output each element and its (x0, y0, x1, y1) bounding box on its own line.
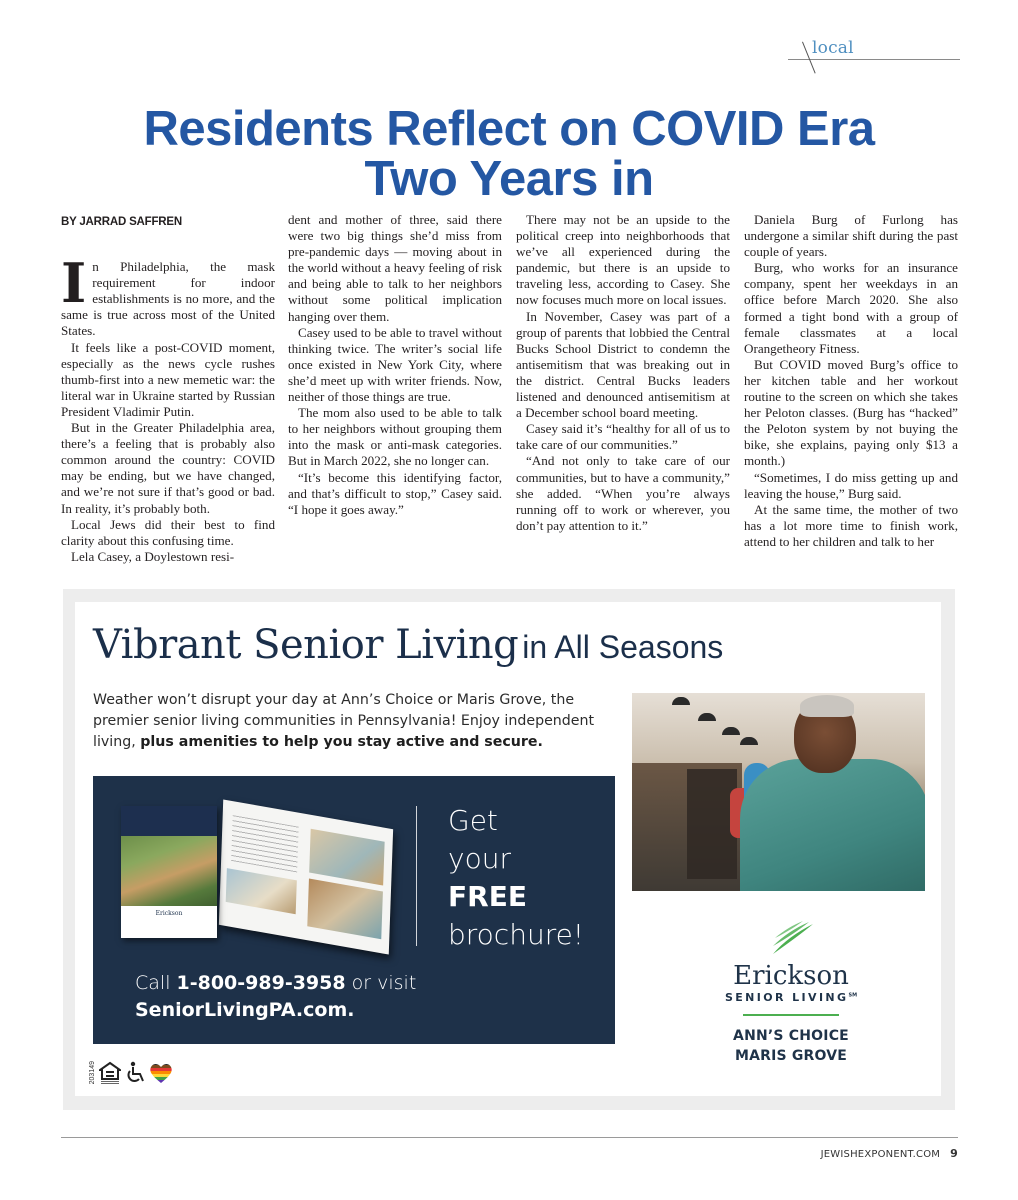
pendant-lamp (722, 727, 740, 735)
call-prefix: Call (135, 972, 177, 994)
brochure-text-lines (231, 815, 299, 872)
paragraph: In November, Casey was part of a group of parents that lobbied the Central Bucks School District to condemn the antisemitism that was breaking out in the district. Central Bucks leaders listened and denounced antisemitism at a December school board meeting. (516, 308, 730, 421)
phone-number[interactable]: 1-800-989-3958 (176, 972, 346, 994)
ad-photo-smiling-resident (632, 693, 925, 891)
paragraph: “It’s become this identifying factor, and that’s difficult to stop,” Casey said. “I hope it goes away.” (288, 469, 502, 517)
paragraph: Local Jews did their best to find clarity about this confusing time. (61, 516, 275, 548)
pride-heart-icon (149, 1062, 173, 1084)
ad-body-regular: Weather won’t disrupt your day at Ann’s Choice or Maris Grove, the premier senior living communities in Pennsylvania! Enjoy independent living, (93, 692, 595, 750)
article-column-2 (288, 212, 502, 518)
section-label: local (812, 38, 854, 58)
section-rule (788, 59, 960, 60)
brand-subtitle-text: SENIOR LIVING (724, 991, 849, 1004)
ad-body-text (93, 690, 623, 753)
community-name: ANN’S CHOICE (733, 1028, 849, 1044)
cta-line: brochure! (448, 918, 585, 951)
article-column-3 (516, 212, 730, 534)
byline: BY JARRAD SAFFREN (61, 216, 182, 228)
community-name: MARIS GROVE (734, 1048, 848, 1064)
pendant-lamp (698, 713, 716, 721)
paragraph: But in the Greater Philadelphia area, there’s a feeling that is probably also common around the country: COVID may be ending, but we have changed, and we’re not sure if that’s good or bad. In reality, it’s probably both. (61, 420, 275, 516)
brochure-image (121, 802, 401, 952)
paragraph: Burg, who works for an insurance company, spent her weekdays in an office before March 2020. She also formed a tight bond with a group of female classmates at a local Orangetheory Fitness. (744, 260, 958, 356)
ad-title-main: Vibrant Senior Living (93, 622, 519, 668)
paragraph: Daniela Burg of Furlong has undergone a similar shift during the past couple of years. (744, 212, 958, 260)
ad-code: 203149 (89, 1061, 96, 1085)
pendant-lamp (672, 697, 690, 705)
brochure-cover-photo (121, 836, 217, 906)
brand-name: Erickson (733, 961, 849, 991)
paragraph-text: n Philadelphia, the mask requirement for indoor establishments is no more, and the same is true across most of the United States. (61, 259, 275, 339)
footer-site: JEWISHEXPONENT.COM (820, 1149, 941, 1160)
promo-divider (416, 806, 417, 946)
paragraph: But COVID moved Burg’s office to her kitchen table and her workout routine to the screen on which she takes her Peloton classes. (Burg has “hacked” the Peloton system by not buying the bike, she explains, paying only $13 a month.) (744, 356, 958, 469)
paragraph: “Sometimes, I do miss getting up and leaving the house,” Burg said. (744, 469, 958, 501)
contact-info (135, 970, 416, 1024)
cta-line: Get (448, 804, 498, 837)
brochure-promo-box[interactable] (93, 776, 615, 1044)
call-suffix: or visit (345, 972, 417, 994)
website-link[interactable]: SeniorLivingPA.com. (135, 999, 355, 1021)
brochure-spread (219, 799, 393, 954)
photo-man-shirt (740, 759, 925, 891)
free-brochure-cta (448, 802, 584, 954)
paragraph: Lela Casey, a Doylestown resi- (71, 548, 235, 564)
paragraph: There may not be an upside to the political creep into neighborhoods that we’ve all experienced during the pandemic, but there is an upside to traveling less, according to Casey. She now focuses much more on local issues. (516, 212, 730, 308)
article-body (61, 212, 958, 562)
brand-divider (743, 1014, 839, 1016)
brochure-photo (309, 829, 384, 886)
page-footer (821, 1147, 958, 1160)
footer-rule (61, 1137, 958, 1138)
pendant-lamp (740, 737, 758, 745)
ad-title (93, 622, 723, 668)
brochure-cover-logo: Erickson (155, 910, 183, 917)
erickson-logo (691, 920, 891, 1066)
brand-subtitle (691, 991, 891, 1004)
wheelchair-accessible-icon (124, 1061, 146, 1085)
headline-line-1: Residents Reflect on COVID Era (143, 102, 875, 156)
equal-housing-opportunity-icon (99, 1061, 121, 1085)
ad-body-bold: plus amenities to help you stay active and secure. (140, 734, 543, 750)
paragraph: Casey said it’s “healthy for all of us to take care of our communities.” (516, 421, 730, 453)
article-column-1 (61, 212, 275, 565)
ad-panel (75, 602, 941, 1096)
brochure-cover (121, 806, 217, 938)
paragraph: “And not only to take care of our communities, but to have a community,” she added. “When you’re always running off to work or wherever, you don’t pay attention to it.” (516, 453, 730, 533)
service-mark: SM (848, 992, 858, 999)
advertisement (63, 589, 955, 1110)
brochure-photo (307, 879, 383, 940)
paragraph: Casey used to be able to travel without thinking twice. The writer’s social life once existed in New York City, where she’d meet up with writer friends. Now, neither of those things are true. (288, 324, 502, 405)
paragraph: It feels like a post-COVID moment, especially as the news cycle rushes thumb-first into a new memetic war: the literal war in Ukraine started by Russian President Vladimir Putin. (61, 339, 275, 419)
ad-title-tail: in All Seasons (522, 629, 724, 665)
paragraph: dent and mother of three, said there were two big things she’d miss from pre-pandemic days — moving about in the world without a heavy feeling of risk and being able to talk to her neighbors without some political implication hanging over them. (288, 212, 502, 324)
brochure-cover-band (121, 806, 217, 836)
cta-line: your (448, 842, 511, 875)
cta-free: FREE (448, 880, 527, 913)
compliance-badges (89, 1058, 173, 1088)
section-tag (788, 38, 960, 72)
paragraph: At the same time, the mother of two has a lot more time to finish work, attend to her children and talk to her (744, 501, 958, 549)
drop-cap: I (61, 251, 87, 316)
headline-line-2: Two Years in (364, 152, 654, 206)
article-headline (60, 104, 958, 204)
paragraph: The mom also used to be able to talk to her neighbors without grouping them into the mask or anti-mask categories. But in March 2022, she no longer can. (288, 405, 502, 469)
article-column-4 (744, 212, 958, 550)
leaf-icon (765, 920, 817, 956)
brochure-photo (226, 868, 297, 914)
page-number: 9 (950, 1147, 958, 1160)
photo-man-hair (800, 695, 854, 717)
paragraph (61, 251, 275, 339)
